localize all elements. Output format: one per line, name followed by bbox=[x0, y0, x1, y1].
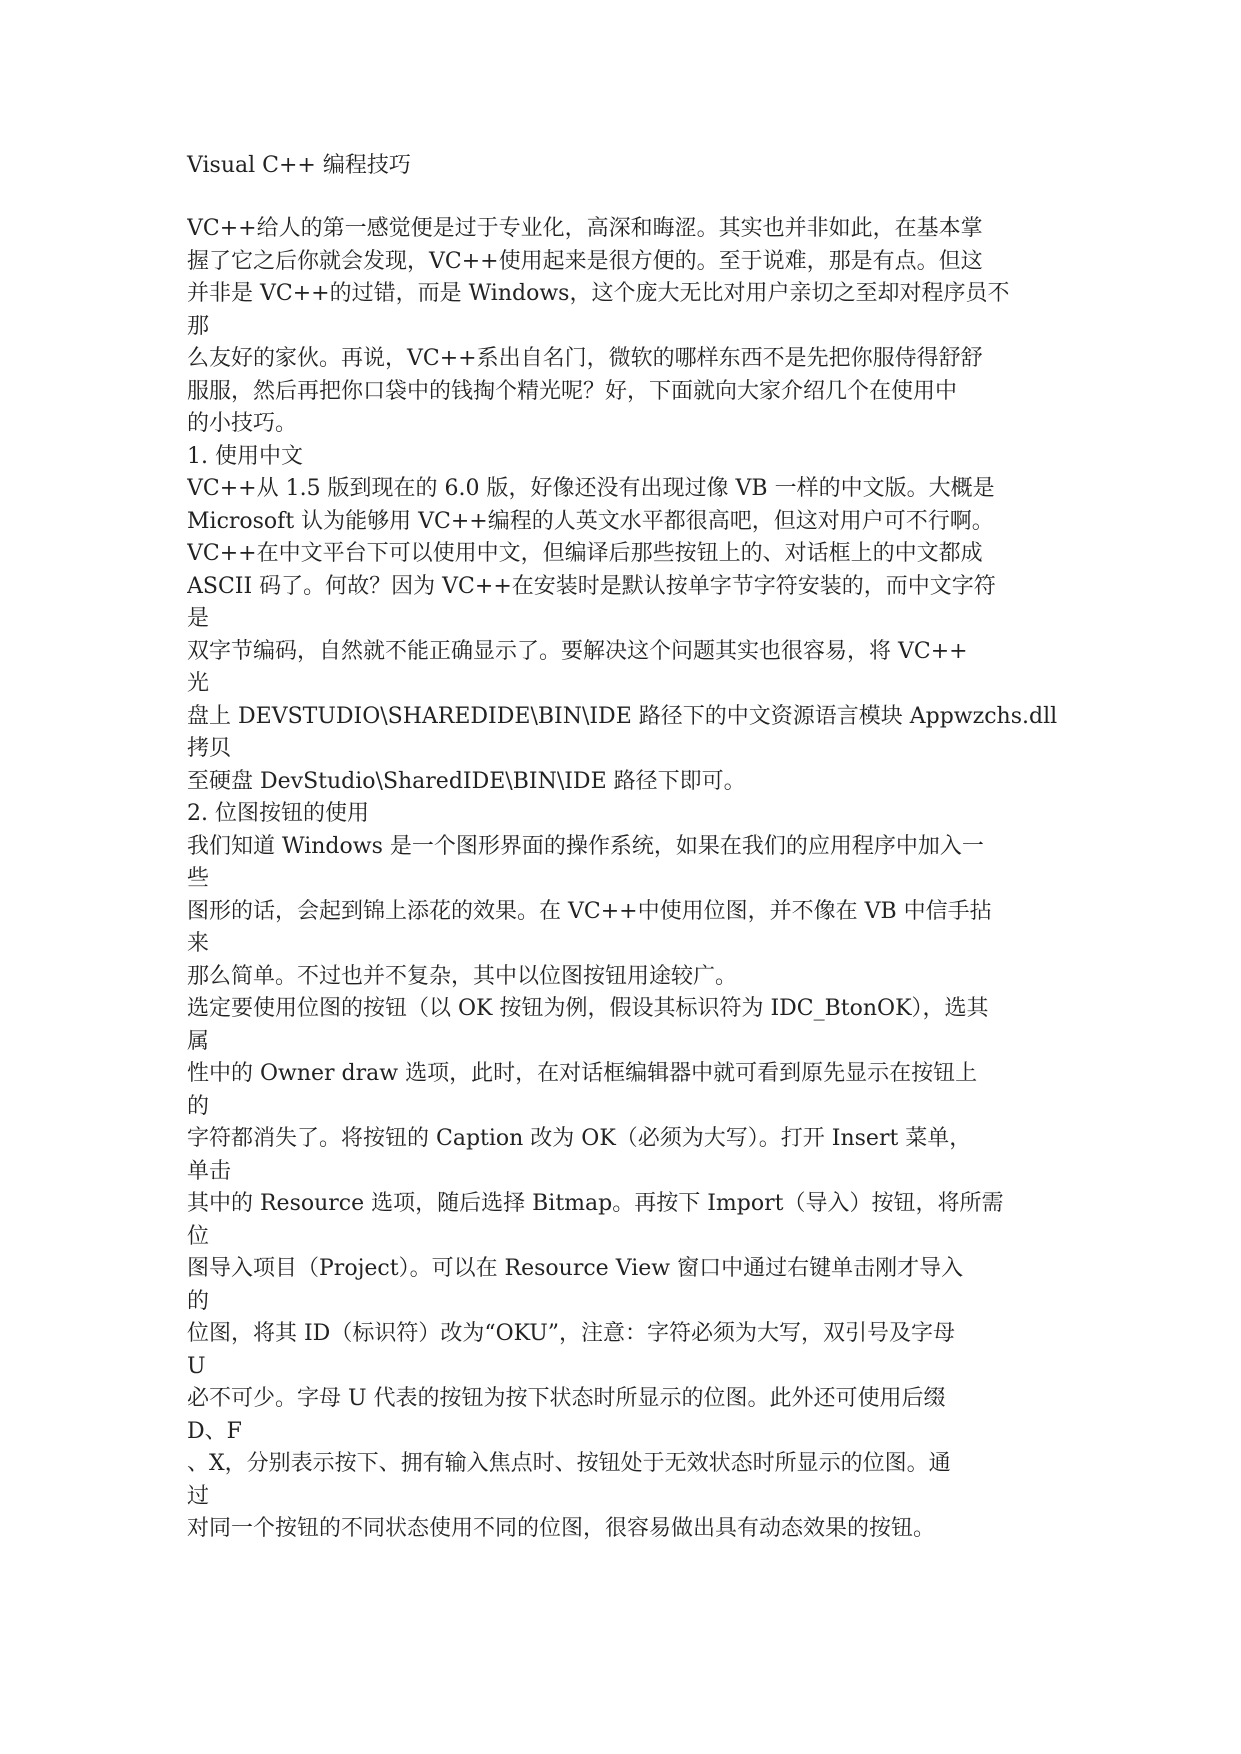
body-text-line: VC++给人的第一感觉便是过于专业化，高深和晦涩。其实也并非如此，在基本掌 bbox=[187, 216, 983, 241]
body-text-line: 的 bbox=[187, 1288, 210, 1314]
body-text-line: 过 bbox=[187, 1483, 210, 1509]
body-text-line: 那么简单。不过也并不复杂，其中以位图按钮用途较广。 bbox=[187, 963, 738, 989]
body-text-line: 必不可少。字母 U 代表的按钮为按下状态时所显示的位图。此外还可使用后缀 bbox=[187, 1386, 946, 1411]
body-text-line: 1. 使用中文 bbox=[187, 443, 303, 469]
body-text-line: 的小技巧。 bbox=[187, 411, 298, 436]
body-text-line: 来 bbox=[187, 931, 210, 956]
body-text-line: 是 bbox=[187, 606, 210, 631]
body-text-line: 选定要使用位图的按钮（以 OK 按钮为例，假设其标识符为 IDC_BtonOK），选其 bbox=[187, 996, 989, 1021]
body-text-line: VC++从 1.5 版到现在的 6.0 版，好像还没有出现过像 VB 一样的中文版。大概是 bbox=[187, 476, 995, 501]
body-text-line: 服服，然后再把你口袋中的钱掏个精光呢？好，下面就向大家介绍几个在使用中 bbox=[187, 378, 958, 404]
body-text-line: 对同一个按钮的不同状态使用不同的位图，很容易做出具有动态效果的按钮。 bbox=[187, 1516, 936, 1541]
body-text-line: 属 bbox=[187, 1028, 210, 1054]
body-text-line: 至硬盘 DevStudio\SharedIDE\BIN\IDE 路径下即可。 bbox=[187, 768, 746, 794]
body-text-line: VC++在中文平台下可以使用中文，但编译后那些按钮上的、对话框上的中文都成 bbox=[187, 541, 983, 566]
body-text-line: 图导入项目（Project）。可以在 Resource View 窗口中通过右键单击刚才导入 bbox=[187, 1256, 964, 1281]
body-text-line: 2. 位图按钮的使用 bbox=[187, 801, 369, 826]
body-text-line: U bbox=[187, 1353, 206, 1379]
body-text-line: 双字节编码，自然就不能正确显示了。要解决这个问题其实也很容易，将 VC++ bbox=[187, 638, 968, 664]
body-text-line: 光 bbox=[187, 671, 210, 696]
body-text-line: 图形的话，会起到锦上添花的效果。在 VC++中使用位图，并不像在 VB 中信手拈 bbox=[187, 898, 992, 924]
body-text-line: ASCII 码了。何故？因为 VC++在安装时是默认按单字节字符安装的，而中文字符 bbox=[187, 573, 996, 599]
body-text-line: 字符都消失了。将按钮的 Caption 改为 OK（必须为大写）。打开 Insert 菜单， bbox=[187, 1126, 972, 1151]
body-text-line: 么友好的家伙。再说，VC++系出自名门，微软的哪样东西不是先把你服侍得舒舒 bbox=[187, 346, 983, 371]
body-text-line: Microsoft 认为能够用 VC++编程的人英文水平都很高吧，但这对用户可不行啊。 bbox=[187, 508, 994, 534]
body-text-line: 位图，将其 ID（标识符）改为“OKU”，注意：字符必须为大写，双引号及字母 bbox=[187, 1321, 956, 1346]
document-title: Visual C++ 编程技巧 bbox=[187, 153, 411, 178]
body-text-line: 盘上 DEVSTUDIO\SHAREDIDE\BIN\IDE 路径下的中文资源语言模块 Appwzchs.dll bbox=[187, 703, 1058, 729]
body-text-line: 的 bbox=[187, 1093, 210, 1119]
body-text-line: 那 bbox=[187, 313, 210, 339]
body-text-line: 些 bbox=[187, 866, 210, 891]
body-text-line: 我们知道 Windows 是一个图形界面的操作系统，如果在我们的应用程序中加入一 bbox=[187, 833, 984, 859]
body-text-line: 位 bbox=[187, 1223, 210, 1249]
body-text-line: 单击 bbox=[187, 1158, 232, 1184]
body-text-line: 拷贝 bbox=[187, 736, 232, 761]
body-text-line: 其中的 Resource 选项，随后选择 Bitmap。再按下 Import（导入）按钮，将所需 bbox=[187, 1191, 1004, 1216]
document-body bbox=[187, 213, 1067, 1546]
body-text-line: D、F bbox=[187, 1418, 242, 1444]
body-text-line: 并非是 VC++的过错，而是 Windows，这个庞大无比对用户亲切之至却对程序员不 bbox=[187, 281, 1010, 306]
body-text-line: 性中的 Owner draw 选项，此时，在对话框编辑器中就可看到原先显示在按钮上 bbox=[187, 1061, 978, 1086]
body-text-line: 握了它之后你就会发现，VC++使用起来是很方便的。至于说难，那是有点。但这 bbox=[187, 248, 983, 274]
body-text-line: 、X，分别表示按下、拥有输入焦点时、按钮处于无效状态时所显示的位图。通 bbox=[187, 1451, 951, 1476]
